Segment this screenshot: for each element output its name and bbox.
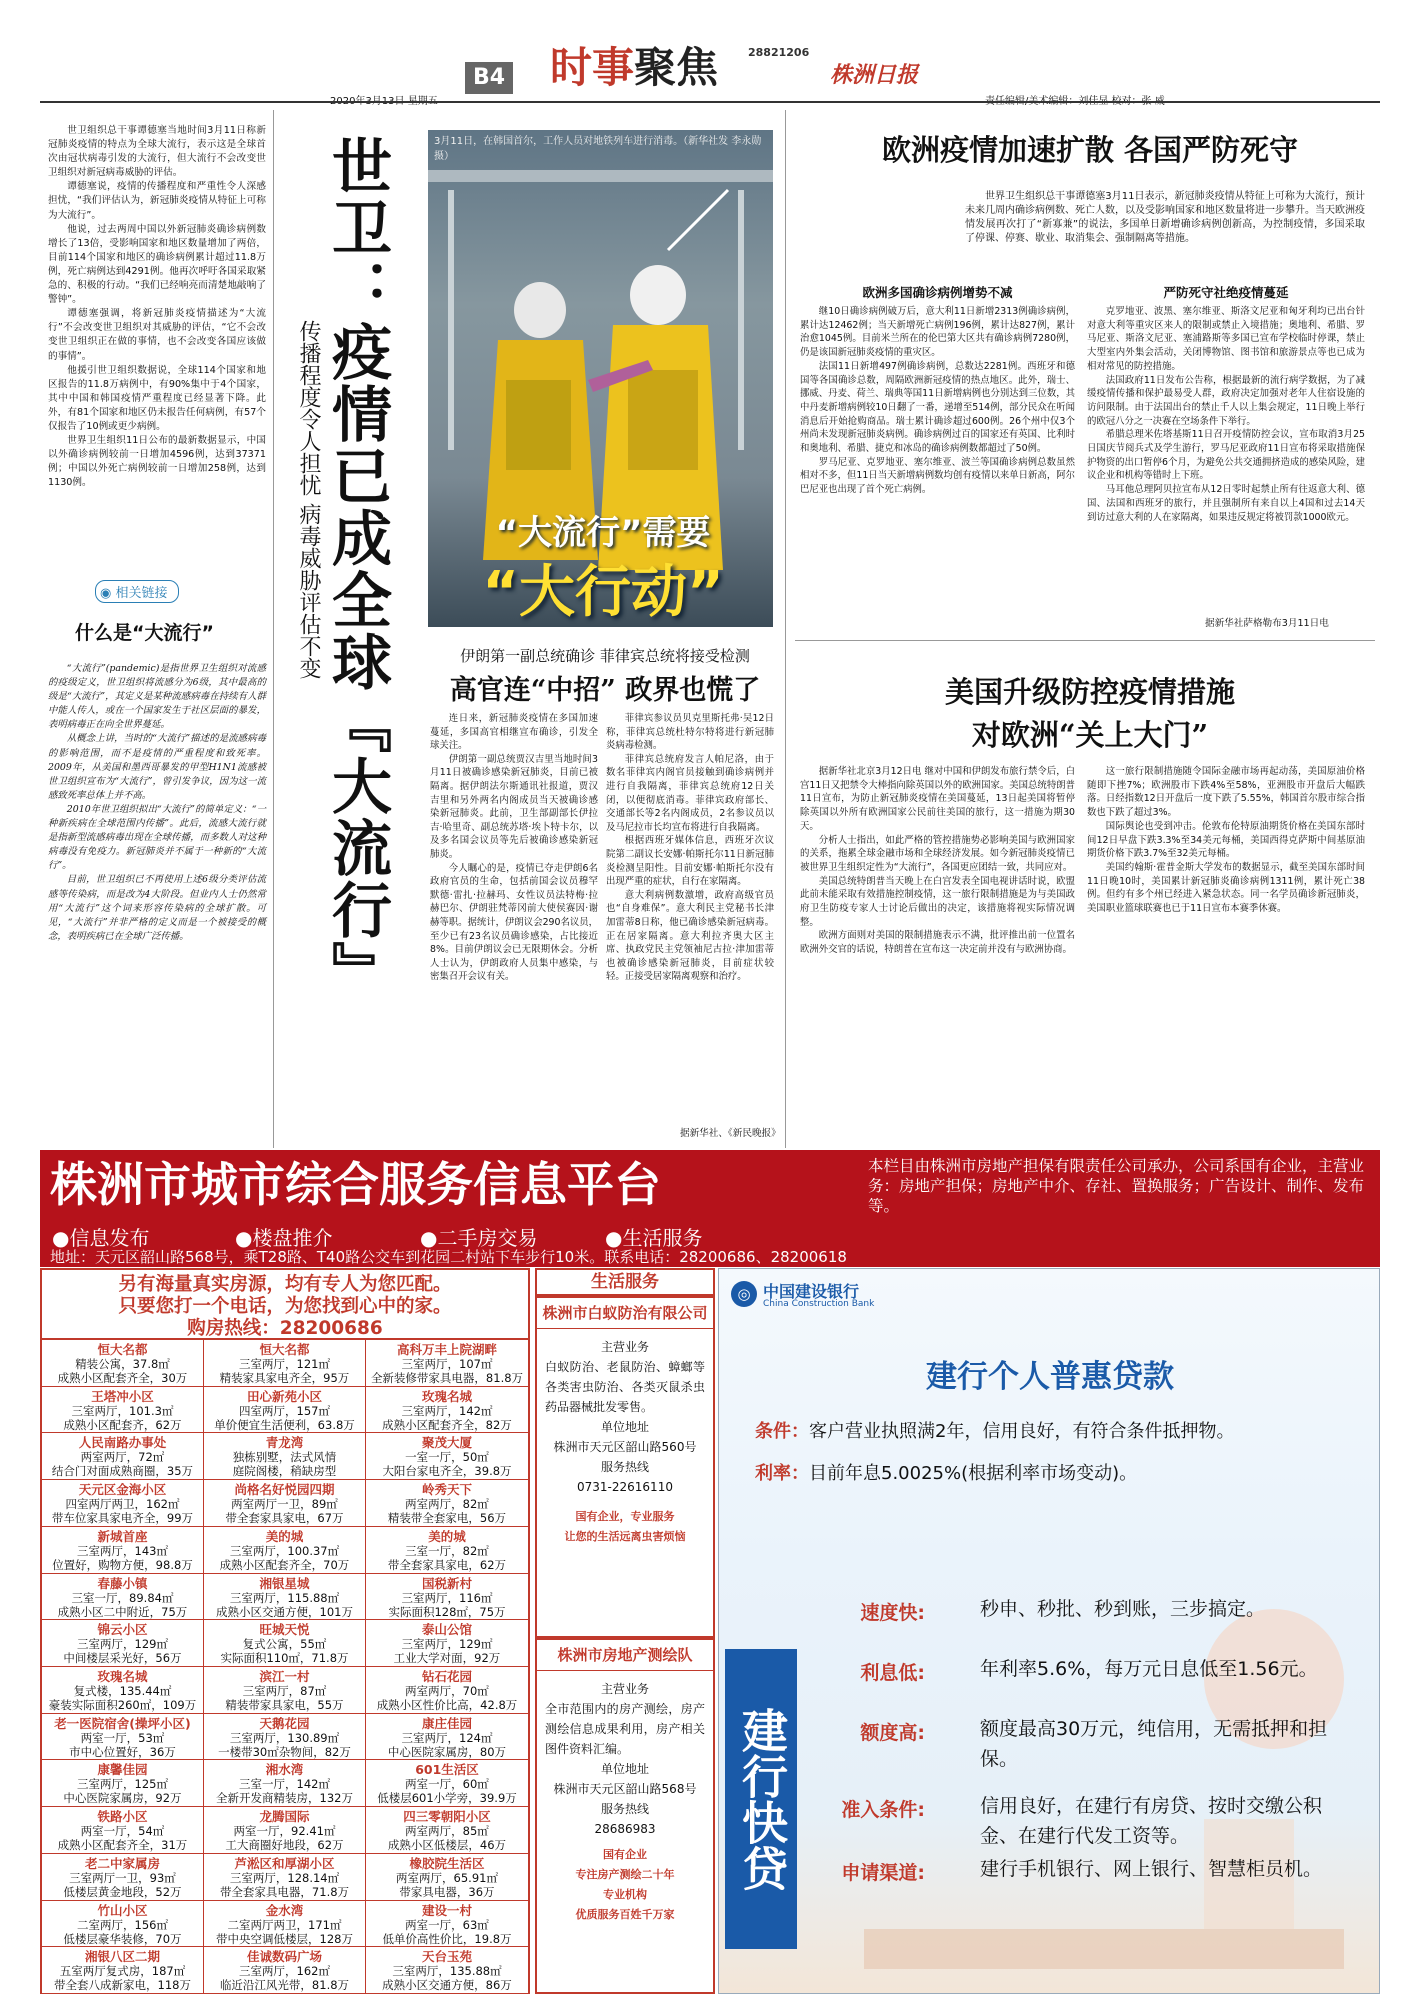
listing-name: 铁路小区 [97, 1809, 148, 1825]
service-label: 服务热线 [600, 1802, 649, 1816]
who-para: 世卫组织总干事谭德塞当地时间3月11日称新冠肺炎疫情的特点为全球大流行，表示这是全球首次由冠状病毒引发的大流行，但大流行不会改变世卫组织对新冠病毒威胁的评估。 [48, 125, 266, 179]
listing-cell[interactable] [42, 1714, 204, 1761]
listing-cell[interactable] [42, 1527, 204, 1574]
officials-col-2 [606, 712, 774, 984]
housing-grid [40, 1340, 530, 1994]
explainer-para: 从概念上讲，当时的“大流行”描述的是流感病毒的影响范围，而不是疫情的严重程度和致死率。2009年，从美国和墨西哥暴发的甲型H1N1流感被世卫组织宣布为“大流行”，曾引发争议，因为这一流感致死率总体上并不高。 [48, 733, 266, 801]
listing-detail: 成熟小区配套齐全，70万 [219, 1557, 350, 1572]
listing-name: 湘银八区二期 [84, 1949, 160, 1965]
paper-logo: 株洲日报 [830, 62, 919, 88]
listing-detail: 两室两厅，70㎡ [405, 1684, 489, 1698]
listing-detail: 五室两厅复式房，187㎡ [59, 1964, 186, 1979]
listing-name: 高科万丰上院湖畔 [396, 1342, 497, 1357]
listing-cell[interactable] [366, 1807, 528, 1854]
us-col-1 [800, 765, 1075, 957]
ccb-feature-label: 速度快: [860, 1602, 925, 1624]
listing-name: 美的城 [428, 1528, 466, 1544]
us-para: 美国总统特朗普当天晚上在白宫发表全国电视讲话时说，欧盟此前未能采取有效措施控制疫情，这一旅行限制措施是为与美国政府卫生防疫专家人士讨论后做出的决定，该措施将视实际情况调整。 [800, 875, 1075, 928]
listing-detail: 三室两厅，116㎡ [401, 1590, 493, 1605]
listing-detail: 带全套家具家电，67万 [225, 1511, 344, 1526]
ccb-feature-label: 利息低: [860, 1662, 925, 1684]
explainer-para: 目前，世卫组织已不再使用上述6级分类评估流感等传染病，而是改为4大阶段。但业内人士仍然常用“大流行”这个词来形容传染病的全球扩散。可见，“大流行”并非严格的定义而是一个被接受的概念，表明疾病已在全球广泛传播。 [48, 874, 266, 942]
us-para: 这一旅行限制措施随令国际金融市场再起动荡，美国原油价格随即下挫7%；欧洲股市下跌4%至58%，亚洲股市开盘后大幅跌落。日经指数12日开盘后一度下跌了5.55%，韩国首尔股市综合指数也下跌了超过3%。 [1087, 766, 1365, 819]
listing-detail: 精装带全套家电，56万 [387, 1511, 507, 1526]
officials-credit: 据新华社、《新民晚报》 [680, 1128, 781, 1139]
officials-para: 根据西班牙媒体信息，西班牙次议院第二副议长安娜·帕斯托尔11日新冠肺炎检测呈阳性。目前安娜·帕斯托尔没有出现严重的症状，自行在家隔离。 [606, 835, 774, 888]
listing-cell[interactable] [366, 1854, 528, 1901]
ccb-feature-label: 准入条件: [841, 1799, 925, 1821]
header-rule [40, 101, 1380, 103]
listing-detail: 三室两厅，129㎡ [77, 1637, 168, 1652]
listing-name: 竹山小区 [97, 1902, 148, 1918]
listing-detail: 复式楼，135.44㎡ [73, 1684, 172, 1698]
listing-name: 美的城 [265, 1528, 304, 1544]
listing-name: 四三零朝阳小区 [403, 1809, 491, 1825]
listing-name: 钻石花园 [421, 1669, 472, 1684]
listing-detail: 全新开发商精装房，132万 [216, 1791, 353, 1806]
listing-cell[interactable] [366, 1433, 528, 1480]
listing-name: 金水湾 [265, 1902, 304, 1918]
housing-hotline[interactable]: 购房热线：28200686 [187, 1318, 383, 1339]
listing-name: 芦淞区和厚湖小区 [234, 1855, 335, 1871]
listing-name: 锦云小区 [97, 1622, 148, 1638]
listing-name: 玫瑰名城 [97, 1669, 148, 1684]
listing-detail: 成熟小区配套齐全，31万 [57, 1838, 188, 1853]
officials-para: 今人瞩心的是，疫情已夺走伊朗6名政府官员的生命，包括前国会议员穆罕默德·雷扎·拉赫玛、女性议员法特梅·拉赫巴尔、伊朗驻梵蒂冈前大使侯赛因·谢赫等职。据统计，伊朗议会290名议员，至少已有23名议员确诊感染，占比接近8%。目前伊朗议会已无限期休会。分析人士认为，伊朗政府人员集中感染，与密集召开会议有关。 [430, 862, 598, 983]
listing-detail: 三室两厅，129㎡ [401, 1637, 493, 1652]
listing-name: 橡胶院生活区 [409, 1855, 485, 1871]
europe-para: 法国政府11日发布公告称，根据最新的流行病学数据，为了减缓疫情传播和保护最易受人群，政府决定加强对老年人住宿设施的访问限制。由于法国出台的禁止千人以上集会规定，11日晚上举行的欧冠八分之一决赛在空场条件下举行。 [1087, 374, 1365, 427]
listing-cell[interactable] [42, 1340, 204, 1387]
page-number: B4 [465, 62, 513, 94]
listing-name: 康馨佳园 [97, 1762, 148, 1778]
officials-para: 连日来，新冠肺炎疫情在多国加速蔓延，多国高官相继宣布确诊，引发全球关注。 [430, 713, 598, 752]
housing-line-2: 只要您打一个电话，为您找到心中的家。 [118, 1296, 452, 1317]
photo-title-1: “大流行”需要 [495, 513, 711, 553]
listing-name: 王塔冲小区 [91, 1388, 154, 1404]
us-para: 欧洲方面则对美国的限制措施表示不满，批评推出前一位置名欧洲外交官的话说，特朗普在宣布这一决定前并没有与欧洲协商。 [800, 930, 1075, 956]
section-title [550, 40, 718, 96]
listing-detail: 大阳台家电齐全，39.8万 [382, 1464, 512, 1479]
listing-cell[interactable] [366, 1574, 528, 1621]
europe-headline: 欧洲疫情加速扩散 各国严防死守 [881, 133, 1299, 167]
listing-detail: 三室两厅，101.3㎡ [71, 1403, 174, 1418]
officials-headline: 高官连“中招” 政界也慌了 [449, 675, 761, 706]
listing-detail: 中心医院家属房，80万 [387, 1744, 507, 1759]
listing-detail: 成熟小区配套齐全，82万 [382, 1417, 512, 1432]
listing-cell[interactable] [42, 1480, 204, 1527]
listing-cell[interactable] [42, 1807, 204, 1854]
who-body [48, 124, 266, 490]
listing-detail: 两室一厅，60㎡ [405, 1777, 489, 1792]
housing-line-1: 另有海量真实房源，均有专人为您匹配。 [118, 1274, 452, 1295]
service-phone[interactable]: 28686983 [594, 1822, 656, 1836]
listing-detail: 成熟小区配套齐，62万 [63, 1417, 182, 1432]
listing-detail: 低楼层黄金地段，52万 [63, 1884, 182, 1899]
listing-detail: 两室两厅，65.91㎡ [396, 1870, 498, 1885]
listing-detail: 两室一厅，54㎡ [80, 1824, 165, 1839]
header-editors [985, 92, 1165, 107]
listing-detail: 独栋别墅，法式风情 [232, 1450, 337, 1465]
listing-cell[interactable] [42, 1901, 204, 1948]
listing-detail: 三室两厅，115.88㎡ [229, 1590, 340, 1605]
us-para: 国际舆论也受到冲击。伦敦布伦特原油期货价格在美国东部时间12日早盘下跌3.3%至34美元每桶，美国西得克萨斯中间基原油期货价格下跌3.7%至32美元每桶。 [1087, 820, 1365, 860]
listing-detail: 庭院阁楼，稍缺房型 [232, 1464, 337, 1479]
listing-name: 恒大名都 [259, 1342, 310, 1357]
listing-detail: 带全套八成新家电，118万 [54, 1978, 191, 1993]
listing-cell[interactable] [204, 1807, 366, 1854]
service-box-survey [535, 1638, 715, 1994]
service-phone[interactable]: 0731-22616110 [577, 1480, 673, 1494]
listing-name: 天台玉苑 [421, 1949, 472, 1965]
listing-detail: 精装家具家电齐全，95万 [219, 1371, 350, 1385]
listing-cell[interactable] [42, 1854, 204, 1901]
officials-para: 菲律宾参议员贝克里斯托弗·吴12日称，菲律宾总统杜特尔特将进行新冠肺炎病毒检测。 [606, 713, 774, 752]
service-slogan: 专注房产测绘二十年 [575, 1868, 675, 1881]
listing-cell[interactable] [42, 1620, 204, 1667]
listing-cell[interactable] [42, 1574, 204, 1621]
europe-para: 马耳他总理阿贝拉宣布从12日零时起禁止所有往返意大利、德国、法国和西班牙的旅行，并且强制所有来自以上4国和过去14天到访过意大利的人在家隔离，如果违反规定将被罚款1000欧元。 [1087, 484, 1365, 523]
us-headline-2: 对欧洲“关上大门” [971, 718, 1209, 752]
listing-name: 康庄佳园 [421, 1715, 472, 1731]
explainer-para: 2010年世卫组织拟出“大流行”的简单定义：“一种新疾病在全球范围内传播”。此后，流感大流行就是指新型流感病毒出现在全球传播，而多数人对这种病毒没有免疫力。新冠肺炎并不属于一种新的“大流行”。 [48, 803, 266, 872]
listing-detail: 三室两厅一卫，93㎡ [69, 1870, 176, 1885]
europe-para: 克罗地亚、波黑、塞尔维亚、斯洛文尼亚和匈牙利均已出台针对意大利等重灾区来人的限制或禁止入境措施；奥地利、希腊、罗马尼亚、斯洛文尼亚、塞浦路斯等多国已宣布学校临时停课，禁止大型室内外集会活动，关闭博物馆、图书馆和旅游景点等也已成为相对常见的防控措施。 [1087, 306, 1365, 372]
listing-cell[interactable] [366, 1480, 528, 1527]
listing-name: 建设一村 [421, 1902, 472, 1918]
listing-detail: 带全套家具家电，62万 [387, 1557, 507, 1572]
news-photo [428, 130, 773, 627]
listing-name: 滨江一村 [259, 1669, 310, 1684]
listing-detail: 三室两厅，125㎡ [77, 1777, 168, 1792]
listing-detail: 二室两厅两卫，171㎡ [227, 1917, 342, 1932]
company-name: 株洲市房地产测绘队 [537, 1640, 713, 1671]
listing-detail: 二室两厅，156㎡ [77, 1917, 168, 1932]
europe-col-1 [800, 305, 1075, 497]
listing-detail: 两室两厅，82㎡ [405, 1497, 489, 1512]
officials-col-1 [430, 712, 598, 984]
service-banner [40, 1150, 1380, 1267]
listing-detail: 单价便宜生活便利，63.8万 [214, 1417, 355, 1432]
services-title: 生活服务 [535, 1268, 715, 1296]
listing-name: 人民南路办事处 [78, 1435, 167, 1451]
listing-cell[interactable] [366, 1714, 528, 1761]
officials-para: 意大利病例数激增，政府高级官员也“自身难保”。意大利民主党秘书长津加雷蒂8日称，他已确诊感染新冠病毒。正在居家隔离。意大利拉齐奥大区主席、执政党民主党领袖尼古拉·津加雷蒂也被确诊感染新冠肺炎，目前症状较轻。正接受居家隔离观察和治疗。 [606, 889, 774, 983]
listing-detail: 中心医院家属房，92万 [63, 1791, 182, 1806]
listing-detail: 两室一厅，92.41㎡ [233, 1824, 336, 1839]
photo-caption: 3月11日，在韩国首尔，工作人员对地铁列车进行消毒。（新华社发 李永勋 摄） [434, 136, 762, 162]
listing-cell[interactable] [42, 1947, 204, 1994]
who-para: 世界卫生组织11日公布的最新数据显示，中国以外确诊病例较前一日增加4596例，达到37371例；中国以外死亡病例较前一日增加258例，达到1130例。 [48, 435, 266, 489]
listing-name: 青龙湾 [265, 1435, 304, 1451]
listing-detail: 成熟小区性价比高，42.8万 [376, 1698, 518, 1712]
section-title-b: 聚焦 [634, 43, 719, 92]
listing-detail: 市中心位置好，36万 [69, 1744, 176, 1759]
listing-name: 岭秀天下 [421, 1482, 472, 1498]
listing-detail: 三室两厅，128.14㎡ [229, 1870, 340, 1885]
listing-detail: 一楼带30㎡杂物间，82万 [218, 1744, 351, 1759]
listing-detail: 三室一厅，142㎡ [239, 1777, 330, 1792]
listing-detail: 成熟小区二中附近，75万 [57, 1604, 188, 1619]
us-col-2 [1087, 765, 1365, 916]
europe-sub-1: 欧洲多国确诊病例增势不减 [862, 285, 1013, 300]
section-title-a: 时事 [550, 43, 635, 92]
ccb-rate-text: 目前年息5.0025%(根据利率市场变动)。 [809, 1463, 1138, 1484]
listing-detail: 三室两厅，87㎡ [242, 1684, 327, 1698]
listing-name: 泰山公馆 [421, 1622, 472, 1638]
listing-detail: 三室两厅，130.89㎡ [229, 1730, 340, 1745]
listing-detail: 低单价高性价比，19.8万 [382, 1931, 512, 1946]
banner-item: ●二手房交易 [420, 1226, 538, 1250]
listing-detail: 成熟小区交通方便，101万 [216, 1604, 353, 1619]
ccb-rate-label: 利率： [755, 1463, 809, 1484]
listing-name: 湘银星城 [259, 1575, 310, 1591]
ccb-condition [755, 1419, 1365, 1445]
ccb-vertical-title: 建行快贷 [725, 1649, 797, 1949]
listing-name: 湘水湾 [265, 1762, 304, 1778]
listing-detail: 带中央空调低楼层，128万 [216, 1931, 353, 1946]
listing-detail: 三室两厅，135.88㎡ [392, 1964, 502, 1979]
listing-detail: 三室两厅，143㎡ [77, 1543, 168, 1558]
service-slogan: 国有企业 [603, 1848, 647, 1861]
europe-credit: 据新华社萨格勒布3月11日电 [1205, 618, 1329, 629]
pandemic-question-title: 什么是“大流行” [75, 622, 214, 644]
listing-detail: 两室一厅，53㎡ [80, 1730, 165, 1745]
who-para: 他说，过去两周中国以外新冠肺炎确诊病例数增长了13倍，受影响国家和地区数量增加了两倍，目前114个国家和地区的确诊病例累计超过11.8万例，死亡病例达到4291例。他再次呼吁各国采取紧急的、积极的行动。“我们已经响亮而清楚地敲响了警钟”。 [48, 223, 266, 306]
listing-detail: 成熟小区配套齐全，30万 [57, 1371, 188, 1385]
listing-detail: 豪装实际面积260㎡，109万 [48, 1698, 197, 1712]
service-address: 株洲市天元区韶山路568号 [553, 1782, 697, 1796]
listing-detail: 工业大学对面，92万 [393, 1651, 501, 1666]
europe-para: 法国11日新增497例确诊病例，总数达2281例。西班牙和德国等各国确诊总数，周隔欧洲新冠疫情的热点地区。此外，瑞士、挪威、丹麦、荷兰、瑞典等国11日新增病例也分别达到三位数，其中丹麦新增病例较10日翻了一番，递增至514例，部分民众在听闻消息后开始抢购商品。瑞士累计确诊超过600例。26个州中仅3个州尚未发现新冠肺炎病例。确诊病例过百的国家还有英国、比利时和奥地利、希腊、捷克和冰岛的确诊病例数都超过了50例。 [800, 360, 1075, 455]
service-slogan: 优质服务百姓千万家 [575, 1908, 675, 1921]
ccb-feature-text: 年利率5.6%，每万元日息低至1.56元。 [980, 1658, 1318, 1680]
listing-cell[interactable] [366, 1667, 528, 1714]
explainer-para: “大流行”(pandemic)是指世界卫生组织对流感的疫级定义，世卫组织将流感分为6级，其中最高的级是“大流行”，其定义是某种流感病毒在持续有人群中能人传人，或在一个国家发生于社区层面的暴发，表明病毒正在向全世界蔓延。 [48, 663, 266, 731]
ccb-cond-label: 条件： [755, 1421, 809, 1442]
service-address: 株洲市天元区韶山路560号 [553, 1440, 697, 1454]
service-slogan: 专业机构 [603, 1888, 647, 1901]
service-slogan: 让您的生活远离虫害烦恼 [564, 1530, 686, 1543]
header-date [330, 92, 438, 107]
listing-detail: 带车位家具家电齐全，99万 [51, 1511, 194, 1526]
listing-name: 老二中家属房 [84, 1855, 160, 1871]
listing-name: 天鹅花园 [259, 1715, 310, 1731]
who-headline: 世卫：疫情已成全球『大流行』 [322, 135, 392, 1003]
listing-detail: 结合门对面成熟商圈，35万 [51, 1464, 194, 1479]
link-label: 相关链接 [115, 586, 168, 601]
header-phone: 28821206 [748, 46, 810, 59]
ccb-feature-label: 额度高: [860, 1722, 925, 1744]
europe-sub-2: 严防死守社绝疫情蔓延 [1163, 285, 1289, 300]
listing-detail: 低楼层豪华装修，70万 [63, 1931, 182, 1946]
officials-kicker: 伊朗第一副总统确诊 菲律宾总统将接受检测 [460, 647, 750, 665]
column-divider [785, 110, 786, 1148]
listing-cell[interactable] [204, 1901, 366, 1948]
listing-detail: 成熟小区低楼层，46万 [387, 1838, 507, 1853]
listing-cell[interactable] [42, 1433, 204, 1480]
service-box-termite [535, 1296, 715, 1638]
listing-name: 旺城天悦 [259, 1622, 310, 1638]
service-label: 主营业务 [600, 1340, 649, 1354]
listing-detail: 带家具电器，36万 [399, 1884, 495, 1899]
listing-detail: 三室两厅，124㎡ [401, 1730, 493, 1745]
listing-cell[interactable] [366, 1901, 528, 1948]
listing-cell[interactable] [366, 1387, 528, 1434]
listing-detail: 两室两厅一卫，89㎡ [231, 1497, 338, 1512]
europe-para: 希腊总理米佐塔基斯11日召开疫情防控会议，宣布取消3月25日国庆节阅兵式及学生游行，罗马尼亚政府11日宣布将采取措施保护物资的出口暂停6个月，为避免公共交通拥挤造成的感染风险，建议企业和机构等错时上下班。 [1087, 429, 1365, 482]
ccb-bank-en: China Construction Bank [763, 1299, 875, 1309]
listing-cell[interactable] [204, 1854, 366, 1901]
ccb-rate [755, 1461, 1365, 1487]
column-divider [273, 110, 274, 1148]
listing-cell[interactable] [204, 1667, 366, 1714]
listing-detail: 实际面积110㎡，71.8万 [220, 1651, 349, 1666]
banner-address: 地址：天元区韶山路568号，乘T28路、T40路公交车到花园二村站下车步行10米。联系电话：28200686、28200618 [50, 1248, 847, 1266]
section-divider [795, 640, 1375, 641]
banner-item: ●信息发布 [52, 1226, 150, 1250]
listing-detail: 位置好，购物方便，98.8万 [52, 1557, 193, 1572]
listing-cell[interactable] [42, 1667, 204, 1714]
banner-item: ●生活服务 [605, 1226, 703, 1250]
ccb-feature-text: 建行手机银行、网上银行、智慧柜员机。 [980, 1858, 1323, 1880]
us-para: 分析人士指出，如此严格的管控措施势必影响美国与欧洲国家的关系，拖累全球金融市场和全球经济发展。如今新冠肺炎疫情已被世界卫生组织定性为“大流行”，各国更应团结一致，共同应对。 [800, 834, 1075, 873]
service-desc: 全市范围内的房产测绘，房产测绘信息成果利用，房产相关图件资料汇编。 [545, 1702, 705, 1756]
listing-cell[interactable] [204, 1527, 366, 1574]
listing-cell[interactable] [204, 1947, 366, 1994]
europe-para: 罗马尼亚、克罗地亚、塞尔维亚、波兰等国确诊病例总数虽然相对不多，但11日当天新增病例数均创有疫情以来单日新高，阿尔巴尼亚也出现了首个死亡病例。 [800, 456, 1075, 496]
pandemic-explainer [48, 662, 266, 944]
listing-detail: 三室两厅，142㎡ [401, 1403, 493, 1418]
ccb-cond-text: 客户营业执照满2年，信用良好，有符合条件抵押物。 [809, 1421, 1235, 1442]
listing-detail: 两室一厅，63㎡ [405, 1917, 489, 1932]
officials-para: 菲律宾总统府发言人帕尼洛，由于数名菲律宾内阁官员接触到确诊病例并进行自我隔离，菲律宾总统府12日关闭，以便彻底消毒。菲律宾政府部长、交通部长等2名内阁成员，2名参议员以及马尼拉市长均宣布将进行自我隔离。 [606, 753, 774, 833]
listing-detail: 中间楼层采光好，56万 [63, 1651, 182, 1666]
listing-name: 恒大名都 [97, 1342, 148, 1357]
listing-detail: 精装带家具家电，55万 [225, 1698, 344, 1712]
listing-detail: 成熟小区交通方便，86万 [382, 1978, 512, 1993]
us-para: 美国约翰斯·霍普金斯大学发布的数据显示，截至美国东部时间11日晚10时，美国累计新冠肺炎确诊病例1311例，累计死亡38例。但约有多个州已经进入紧急状态。同一名学员确诊新冠肺炎，美国职业篮球联赛也已于11日宣布本赛季休赛。 [1087, 861, 1365, 915]
service-desc: 白蚁防治、老鼠防治、蟑螂等各类害虫防治、各类灭鼠杀虫药品器械批发零售。 [545, 1360, 705, 1414]
housing-header [40, 1268, 530, 1340]
listing-cell[interactable] [204, 1760, 366, 1807]
listing-cell[interactable] [42, 1387, 204, 1434]
listing-detail: 工大商圈好地段，62万 [225, 1838, 344, 1853]
who-para: 谭德塞强调，将新冠肺炎疫情描述为“大流行”不会改变世卫组织对其威胁的评估，“它不会改变世卫组织正在做的事情，也不会改变各国应该做的事情”。 [48, 308, 266, 362]
ccb-feature-text: 额度最高30万元，纯信用，无需抵押和担保。 [980, 1718, 1328, 1770]
banner-title: 株洲市城市综合服务信息平台 [50, 1158, 661, 1213]
listing-name: 老一医院宿舍(操坪小区) [54, 1715, 191, 1731]
ccb-ad [718, 1268, 1380, 1994]
listing-name: 龙腾国际 [259, 1809, 310, 1825]
europe-lead-text: 世界卫生组织总干事谭德塞3月11日表示，新冠肺炎疫情从特征上可称为大流行，预计未来几周内确诊病例数、死亡人数，以及受影响国家和地区数量将进一步攀升。当天欧洲疫情发展再次打了“新寡兼”的说法，多国单日新增确诊病例创新高，为控制疫情，多国采取了停课、停赛、歇业、取消集会、强制隔离等措施。 [965, 191, 1365, 245]
listing-cell[interactable] [42, 1760, 204, 1807]
listing-detail: 三室一厅，82㎡ [405, 1543, 489, 1558]
listing-cell[interactable] [204, 1714, 366, 1761]
listing-cell[interactable] [204, 1387, 366, 1434]
service-slogan: 国有企业，专业服务 [575, 1510, 675, 1523]
listing-cell[interactable] [366, 1947, 528, 1994]
related-link[interactable] [95, 580, 179, 603]
europe-lead [965, 190, 1365, 246]
ccb-illustration [804, 1569, 1364, 1989]
service-label: 主营业务 [600, 1682, 649, 1696]
europe-para: 继10日确诊病例破万后，意大利11日新增2313例确诊病例，累计达12462例；当天新增死亡病例196例，累计达827例，累计治愈1045例。目前米兰所在的伦巴第大区共有确诊病例7280例，仍是该国新冠肺炎疫情的重灾区。 [800, 306, 1075, 359]
listing-detail: 实际面积128㎡，75万 [388, 1604, 506, 1619]
listing-name: 国税新村 [421, 1575, 472, 1591]
service-label: 单位地址 [600, 1762, 649, 1776]
europe-col-2 [1087, 305, 1365, 524]
listing-detail: 三室两厅，121㎡ [239, 1357, 330, 1371]
listing-name: 佳诚数码广场 [246, 1949, 322, 1965]
listing-detail: 三室两厅，162㎡ [239, 1964, 330, 1979]
us-para: 据新华社北京3月12日电 继对中国和伊朗发布旅行禁令后，白宫11日又把禁令大棒指向除英国以外的欧洲国家。美国总统特朗普11日宣布，为防止新冠肺炎疫情在美国蔓延，13日起美国将暂停除英国以外所有欧洲国家公民前往美国的旅行，这一措施为期30天。 [800, 766, 1075, 832]
who-para: 谭德塞说，疫情的传播程度和严重性令人深感担忧，“我们评估认为，新冠肺炎疫情从特征上可称为大流行”。 [48, 181, 266, 221]
listing-detail: 三室两厅，100.37㎡ [229, 1543, 340, 1558]
listing-cell[interactable] [204, 1574, 366, 1621]
listing-name: 601生活区 [415, 1762, 479, 1778]
listing-name: 天元区金海小区 [78, 1482, 167, 1498]
listing-detail: 三室两厅，107㎡ [401, 1357, 493, 1371]
listing-detail: 两室两厅，72㎡ [80, 1450, 165, 1465]
link-icon: ◉ [100, 586, 116, 601]
who-para: 他援引世卫组织数据说，全球114个国家和地区报告的11.8万病例中，有90%集中于4个国家，其中中国和韩国疫情严重程度已经显著下降。此外，有81个国家和地区仍未报告任何病例，有57个仅报告了10例或更少病例。 [48, 364, 266, 432]
company-name: 株洲市白蚁防治有限公司 [537, 1298, 713, 1329]
officials-para: 伊朗第一副总统贾汉吉里当地时间3月11日被确诊感染新冠肺炎，目前已被隔离。据伊朗法尔斯通讯社报道，贾汉吉里和另外两名内阁成员当天被确诊感染新冠肺炎。此前，卫生部副部长伊拉吉·哈里奇、副总统苏塔·埃卜特卡尔，以及多名国会议员等先后被确诊感染新冠肺炎。 [430, 753, 598, 860]
listing-name: 田心新苑小区 [246, 1388, 322, 1404]
listing-cell[interactable] [204, 1620, 366, 1667]
listing-cell[interactable] [204, 1480, 366, 1527]
ccb-bank-name: 中国建设银行 [763, 1282, 860, 1301]
listing-detail: 带全套家具电器，71.8万 [219, 1884, 350, 1899]
ccb-feature-text: 信用良好，在建行有房贷、按时交缴公积金、在建行代发工资等。 [980, 1795, 1323, 1847]
listing-detail: 两室两厅，85㎡ [405, 1824, 489, 1839]
us-headline-1: 美国升级防控疫情措施 [944, 675, 1235, 709]
ccb-title: 建行个人普惠贷款 [926, 1359, 1174, 1395]
listing-detail: 精装公寓，37.8㎡ [75, 1357, 170, 1371]
listing-name: 新城首座 [97, 1528, 148, 1544]
listing-detail: 低楼层601小学旁，39.9万 [377, 1791, 517, 1806]
listing-detail: 三室一厅，89.84㎡ [71, 1590, 174, 1605]
listing-cell[interactable] [366, 1760, 528, 1807]
listing-cell[interactable] [366, 1620, 528, 1667]
listing-cell[interactable] [204, 1433, 366, 1480]
listing-cell[interactable] [366, 1340, 528, 1387]
listing-detail: 复式公寓，55㎡ [242, 1637, 327, 1652]
ccb-logo-icon: ◎ [731, 1281, 757, 1307]
listing-name: 尚格名好悦园四期 [234, 1482, 335, 1498]
listing-name: 玫瑰名城 [421, 1388, 472, 1404]
ccb-feature-text: 秒申、秒批、秒到账，三步搞定。 [980, 1598, 1266, 1620]
listing-detail: 一室一厅，50㎡ [405, 1450, 489, 1465]
banner-note: 本栏目由株洲市房地产担保有限责任公司承办，公司系国有企业，主营业务：房地产担保；房地产中介、存社、置换服务；广告设计、制作、发布等。 [868, 1157, 1365, 1215]
listing-cell[interactable] [366, 1527, 528, 1574]
listing-detail: 全新装修带家具电器，81.8万 [370, 1371, 524, 1385]
listing-detail: 四室两厅两卫，162㎡ [65, 1497, 180, 1512]
listing-detail: 临近沿江风光带，81.8万 [219, 1978, 350, 1993]
photo-title-2: “大行动” [482, 560, 724, 625]
listing-cell[interactable] [204, 1340, 366, 1387]
listing-detail: 四室两厅，157㎡ [239, 1403, 330, 1418]
listing-name: 春藤小镇 [97, 1575, 148, 1591]
service-label: 单位地址 [600, 1420, 649, 1434]
ccb-feature-label: 申请渠道: [841, 1862, 925, 1884]
banner-item: ●楼盘推介 [235, 1226, 333, 1250]
who-subhead: 传播程度令人担忧 病毒威胁评估不变 [296, 320, 321, 679]
service-label: 服务热线 [600, 1460, 649, 1474]
listing-name: 聚茂大厦 [421, 1435, 472, 1451]
